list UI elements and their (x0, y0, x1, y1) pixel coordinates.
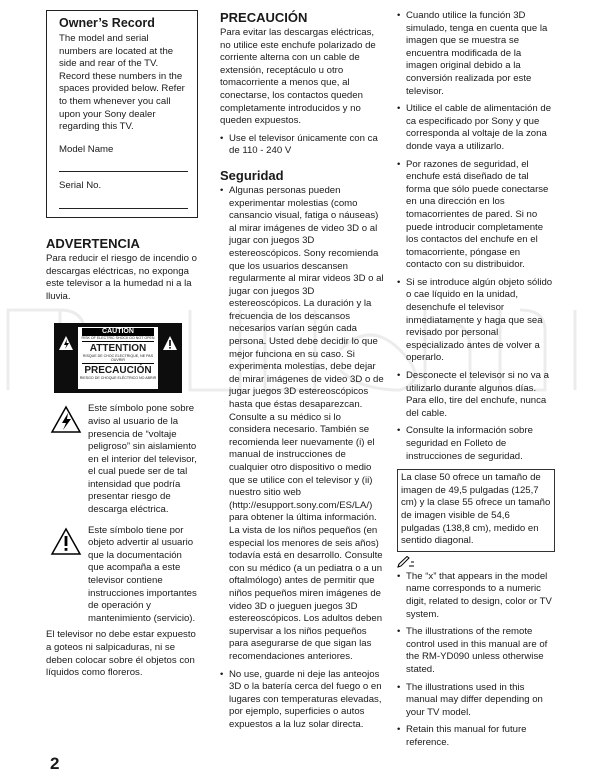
list-item (397, 10, 555, 98)
precaucion-label-heading: PRECAUCIÓN (84, 365, 152, 377)
attention-heading: ATTENTION (89, 343, 147, 355)
seguridad-title: Seguridad (220, 167, 284, 183)
list-item (220, 669, 384, 732)
drip-warning-text: El televisor no debe estar expuesto a goteos ni salpicaduras, ni se deben colocar sobre él objetos con líquidos como floreros. (46, 629, 196, 679)
list-item (397, 724, 555, 749)
precaucion-list (220, 133, 384, 158)
lightning-warning-icon (50, 405, 82, 434)
safety-bullet-text: Si se introduce algún objeto sólido o cae líquido en la unidad, desenchufe el televisor inmediatamente y haga que sea revisado por personal especializado antes de volver a operarlo. (406, 276, 553, 364)
owners-record-box (46, 10, 198, 218)
owners-record-title: Owner’s Record (59, 16, 155, 30)
page-number: 2 (50, 754, 60, 773)
bullet-mark: • (220, 132, 224, 144)
seguridad-list (220, 185, 384, 732)
bullet-mark: • (397, 158, 401, 170)
lightning-symbol-explanation (46, 403, 198, 516)
bullet-mark: • (397, 370, 401, 382)
lightning-symbol-text: Este símbolo pone sobre aviso al usuario de la presencia de “voltaje peligroso” sin aislamiento en el interior del televisor, el cual puede ser de tal intensidad que podría presentar riesgo de descarga eléctrica. (88, 403, 197, 516)
bullet-mark: • (220, 184, 224, 196)
list-item (397, 626, 555, 676)
screen-size-note-text: La clase 50 ofrece un tamaño de imagen de 49,5 pulgadas (125,7 cm) y la clase 55 ofrece un tamaño de imagen visible de 54,6 pulgadas (138,8 cm), medido en sentido diagonal. (401, 472, 551, 547)
list-item (397, 370, 555, 420)
list-item (397, 425, 555, 463)
model-name-label: Model Name (59, 143, 114, 155)
safety-bullet-text: Desconecte el televisor si no va a utilizarlo durante algunos días. Para ello, tire del enchufe, nunca del cable. (406, 370, 549, 419)
right-column (397, 10, 555, 754)
list-item (397, 682, 555, 720)
caution-label-text (78, 327, 158, 389)
bullet-mark: • (397, 626, 401, 638)
precaucion-label-subtext: RIESGO DE CHOQUE ELÉCTRICO NO ABRIR (79, 376, 157, 381)
bullet-mark: • (397, 570, 401, 582)
bullet-mark: • (397, 103, 401, 115)
caution-label-image (54, 323, 182, 393)
bullet-mark: • (220, 668, 224, 680)
note-text: Retain this manual for future reference. (406, 724, 527, 748)
bullet-mark: • (397, 276, 401, 288)
exclamation-symbol-explanation (46, 525, 198, 626)
serial-number-label: Serial No. (59, 180, 102, 192)
middle-column (220, 10, 384, 736)
serial-number-line (59, 195, 188, 209)
safety-bullet-text: Cuando utilice la función 3D simulado, tenga en cuenta que la imagen que se muestra se encuentra modificada de la imagen original debido a la conversión realizada por este televisor. (406, 10, 548, 97)
exclamation-warning-icon (162, 335, 178, 351)
advertencia-title: ADVERTENCIA (46, 235, 140, 251)
owners-record-text: The model and serial numbers are located at the side and rear of the TV. Record these numbers in the spaces provided below. Refer to them whenever you call upon your Sony dealer regarding this TV. (59, 33, 185, 133)
caution-heading: CAUTION (82, 328, 154, 336)
seguridad-bullet-text: Algunas personas pueden experimentar molestias (como cansancio visual, fatiga o náuseas) al mirar imágenes de video 3D o al jugar con juegos 3D estereoscópicos. Sony recomienda que los usuarios descansen regularmente al mirar videos 3D o al jugar con juegos 3D estereoscópicos. La duración y la frecuencia de los descansos necesarios varían según cada persona. Usted debe decidir lo que mejor funciona en su caso. Si experimenta molestias, debe dejar de mirar imágenes de video 3D o de jugar juegos 3D estereoscópicos hasta que éstas desaparezcan. Consulte a su médico si lo considera necesario. También se recomienda leer nuevamente (i) el manual de instrucciones de cualquier otro dispositivo o medio que se utilice con el televisor y (ii) nuestro sitio web (http://esupport.sony.com/ES/LA/) para obtener la última información. La vista de los niños pequeños (en especial los menores de seis años) todavía está en desarrollo. Consulte con su médico (a un pediatra o a un oftalmólogo) antes de permitir que niños pequeños miren imágenes de video 3D o jueguen juegos 3D estereoscópicos. Los adultos deben supervisar a los niños pequeños para asegurarse de que sigan las recomendaciones anteriores. (229, 184, 384, 662)
precaucion-title: PRECAUCIÓN (220, 10, 308, 25)
seguridad-bullet-text: No use, guarde ni deje las anteojos 3D o la batería cerca del fuego o en lugares con temperaturas elevadas, por ejemplo, superficies o autos expuestos a la luz solar directa. (229, 668, 382, 730)
safety-bullet-text: Consulte la información sobre seguridad en Folleto de instrucciones de seguridad. (406, 425, 533, 462)
list-item (397, 277, 555, 365)
safety-list (397, 10, 555, 463)
screen-size-note-box (397, 469, 555, 552)
left-column (46, 10, 198, 680)
bullet-mark: • (397, 724, 401, 736)
note-text: The “x” that appears in the model name corresponds to a numeric digit, related to design, color or TV system. (406, 570, 552, 620)
note-pencil-icon (397, 556, 415, 568)
exclamation-warning-icon (50, 527, 82, 556)
caution-divider (82, 341, 154, 342)
precaucion-text: Para evitar las descargas eléctricas, no utilice este enchufe polarizado de corriente alterna con un cable de extensión, receptáculo u otro tomacorriente a menos que, al conectarse, los contactos queden completamente introducidos y no queden expuestos. (220, 27, 376, 127)
attention-subtext: RISQUE DE CHOC ELECTRIQUE, NE PAS OUVRIR (82, 354, 154, 363)
precaucion-bullet-text: Use el televisor únicamente con ca de 110 - 240 V (229, 132, 378, 157)
list-item (397, 571, 555, 621)
english-notes-list (397, 571, 555, 750)
list-item (220, 185, 384, 664)
model-name-line (59, 158, 188, 172)
advertencia-text: Para reducir el riesgo de incendio o descargas eléctricas, no exponga este televisor a la humedad ni a la lluvia. (46, 252, 197, 302)
bullet-mark: • (397, 10, 401, 21)
list-item (220, 133, 384, 158)
note-text: The illustrations used in this manual may differ depending on your TV model. (406, 681, 543, 718)
safety-bullet-text: Utilice el cable de alimentación de ca especificado por Sony y que corresponda al voltaje de la zona donde vaya a utilizarlo. (406, 103, 552, 152)
list-item (397, 103, 555, 153)
caution-subtext: RISK OF ELECTRIC SHOCK DO NOT OPEN (81, 336, 155, 341)
note-text: The illustrations of the remote control used in this manual are of the RM-YD090 unless otherwise stated. (406, 626, 548, 675)
bullet-mark: • (397, 681, 401, 693)
bullet-mark: • (397, 425, 401, 437)
list-item (397, 159, 555, 272)
safety-bullet-text: Por razones de seguridad, el enchufe está diseñado de tal forma que sólo puede conectarse en una dirección en los tomacorrientes de pared. Si no puede introducir completamente los contactos del enchufe en el tomacorriente, póngase en contacto con su distribuidor. (406, 158, 549, 271)
exclamation-symbol-text: Este símbolo tiene por objeto advertir al usuario que la documentación que acompaña a este televisor contiene instrucciones importantes de operación y mantenimiento (servicio). (88, 524, 197, 624)
lightning-warning-icon (58, 335, 74, 351)
